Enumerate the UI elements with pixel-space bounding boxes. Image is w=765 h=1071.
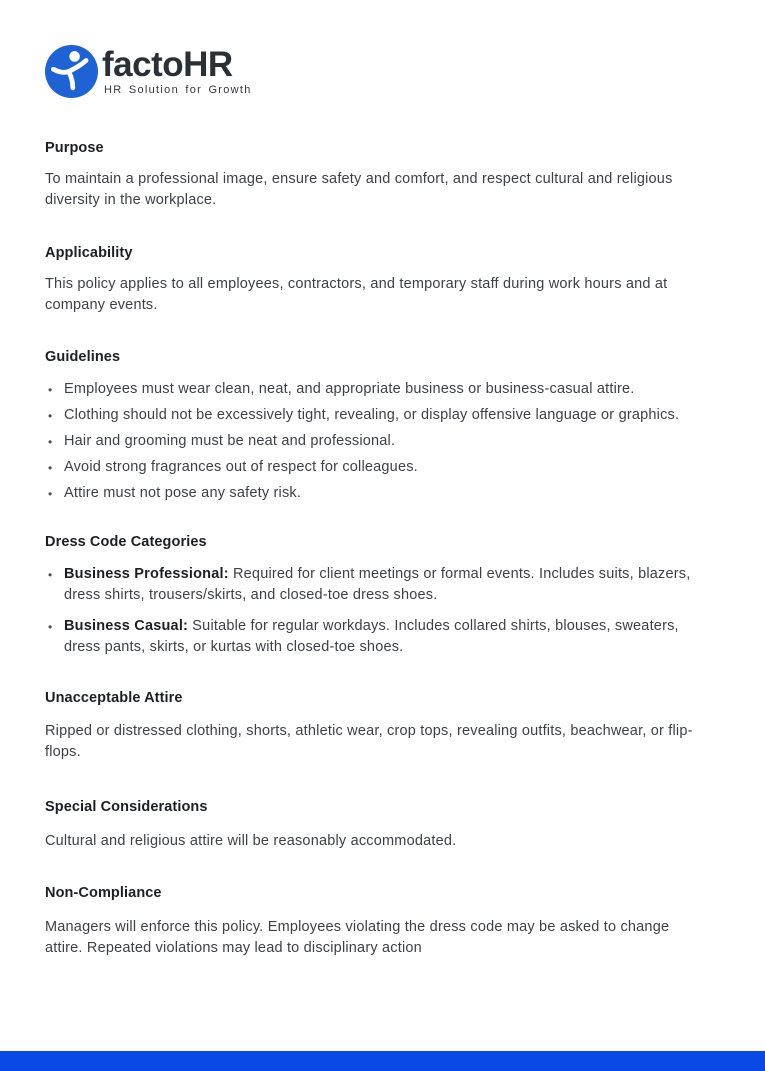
- section-heading-purpose: Purpose: [45, 140, 104, 156]
- section-heading-applicability: Applicability: [45, 245, 133, 261]
- list-item-lead: Business Professional:: [64, 566, 229, 582]
- section-paragraph-non-compliance: Managers will enforce this policy. Employees violating the dress code may be asked to change attire. Repeated violations may lead to disciplinary action: [45, 919, 670, 956]
- guidelines-list: [45, 379, 705, 504]
- footer-accent-bar: [0, 1051, 765, 1071]
- section-heading-unacceptable-attire: Unacceptable Attire: [45, 690, 183, 706]
- list-item: • Attire must not pose any safety risk.: [45, 483, 705, 504]
- list-item-lead: Business Casual:: [64, 618, 189, 634]
- dress-code-categories-list: [45, 564, 705, 658]
- factohr-logo: [45, 45, 720, 98]
- list-item-text: Suitable for regular workdays. Includes collared shirts, blouses, sweaters, dress pants, skirts, or kurtas with closed-toe shoes.: [64, 618, 679, 655]
- list-item: [45, 564, 705, 606]
- section-heading-special-considerations: Special Considerations: [45, 799, 208, 815]
- list-item: • Employees must wear clean, neat, and appropriate business or business-casual attire.: [45, 379, 705, 400]
- section-paragraph-unacceptable-attire: Ripped or distressed clothing, shorts, athletic wear, crop tops, revealing outfits, beachwear, or flip-flops.: [45, 723, 693, 760]
- list-item: • Hair and grooming must be neat and professional.: [45, 431, 705, 452]
- list-item: • Avoid strong fragrances out of respect for colleagues.: [45, 457, 705, 478]
- logo-brand-name: factoHR: [102, 45, 233, 84]
- person-figure-icon: [45, 45, 98, 98]
- section-paragraph-special-considerations: Cultural and religious attire will be reasonably accommodated.: [45, 833, 457, 849]
- list-item: [45, 616, 705, 658]
- logo-text-block: [102, 45, 252, 96]
- section-paragraph-applicability: This policy applies to all employees, contractors, and temporary staff during work hours and at company events.: [45, 276, 668, 313]
- section-heading-non-compliance: Non-Compliance: [45, 885, 162, 901]
- section-heading-dress-code-categories: Dress Code Categories: [45, 534, 207, 550]
- list-item: • Clothing should not be excessively tight, revealing, or display offensive language or graphics.: [45, 405, 705, 426]
- list-item-text: Required for client meetings or formal events. Includes suits, blazers, dress shirts, trousers/skirts, and closed-toe dress shoes.: [64, 566, 691, 603]
- section-paragraph-purpose: To maintain a professional image, ensure safety and comfort, and respect cultural and religious diversity in the workplace.: [45, 171, 673, 208]
- logo-tagline: HR Solution for Growth: [104, 84, 252, 96]
- section-heading-guidelines: Guidelines: [45, 349, 121, 365]
